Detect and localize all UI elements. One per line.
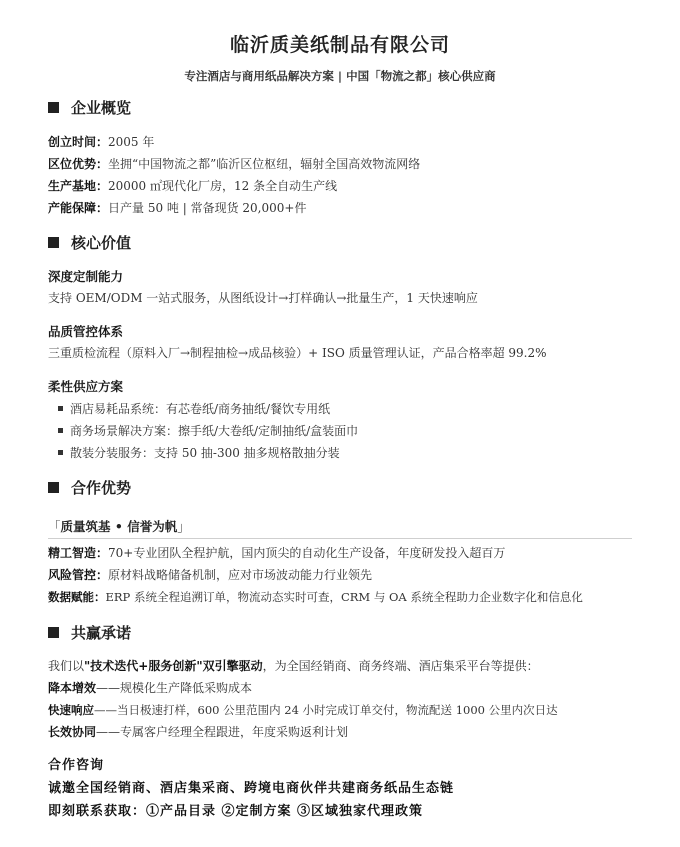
row-label: 降本增效 bbox=[48, 681, 97, 695]
section-heading-overview bbox=[48, 97, 131, 118]
overview-row bbox=[48, 178, 337, 194]
motto-part: 信誉为帆 bbox=[127, 519, 178, 534]
row-value: 2005 年 bbox=[108, 135, 155, 149]
row-value: ERP 系统全程追溯订单，物流动态实时可查，CRM 与 OA 系统全程助力企业数字化和信息化 bbox=[105, 590, 583, 604]
section-title: 企业概览 bbox=[71, 99, 132, 117]
company-title: 临沂质美纸制品有限公司 bbox=[229, 34, 450, 56]
contact-heading: 合作咨询 bbox=[48, 758, 105, 773]
quote-mark: 」 bbox=[177, 519, 190, 534]
bullet-icon bbox=[58, 406, 63, 411]
row-value: ——专属客户经理全程跟进，年度采购返利计划 bbox=[96, 725, 349, 739]
row-label: 精工智造： bbox=[48, 546, 109, 560]
row-value: 20000 ㎡现代化厂房，12 条全自动生产线 bbox=[108, 179, 338, 193]
custom-text: 支持 OEM/ODM 一站式服务，从图纸设计→打样确认→批量生产，1 天快速响应 bbox=[48, 291, 478, 305]
quote-mark: 「 bbox=[48, 519, 61, 534]
list-item bbox=[58, 400, 330, 417]
advantage-row bbox=[48, 589, 583, 605]
section-heading-advantage bbox=[48, 477, 131, 498]
promise-row bbox=[48, 724, 348, 740]
list-item-text: 散装分装服务：支持 50 抽-300 抽多规格散抽分装 bbox=[70, 446, 340, 460]
row-label: 产能保障： bbox=[48, 201, 109, 215]
list-item-text: 酒店易耗品系统：有芯卷纸/商务抽纸/餐饮专用纸 bbox=[70, 402, 331, 416]
list-item bbox=[58, 422, 358, 439]
row-label: 数据赋能： bbox=[48, 590, 106, 604]
section-title: 合作优势 bbox=[71, 479, 132, 497]
advantage-row bbox=[48, 545, 505, 561]
row-value: ——当日极速打样，600 公里范围内 24 小时完成订单交付，物流配送 1000 公里内次日达 bbox=[94, 703, 558, 717]
quality-title: 品质管控体系 bbox=[48, 324, 124, 339]
row-label: 快速响应 bbox=[48, 703, 94, 717]
row-label: 区位优势： bbox=[48, 157, 109, 171]
row-label: 风险管控： bbox=[48, 568, 109, 582]
divider bbox=[48, 538, 632, 539]
intro-text: 我们以 bbox=[48, 659, 85, 673]
promise-row bbox=[48, 702, 558, 718]
advantage-row bbox=[48, 567, 372, 583]
overview-row bbox=[48, 156, 420, 172]
row-value: 70+专业团队全程护航，国内顶尖的自动化生产设备，年度研发投入超百万 bbox=[108, 546, 506, 560]
promise-intro bbox=[48, 658, 539, 674]
row-value: 坐拥“中国物流之都”临沂区位枢纽，辐射全国高效物流网络 bbox=[108, 157, 421, 171]
row-label: 长效协同 bbox=[48, 725, 97, 739]
list-item bbox=[58, 444, 340, 461]
supply-title: 柔性供应方案 bbox=[48, 379, 124, 394]
intro-bold: "技术迭代+服务创新"双引擎驱动 bbox=[84, 659, 263, 673]
row-value: 日产量 50 吨 | 常备现货 20,000+件 bbox=[108, 201, 307, 215]
row-value: ——规模化生产降低采购成本 bbox=[96, 681, 253, 695]
square-bullet-icon bbox=[48, 482, 59, 493]
row-label: 生产基地： bbox=[48, 179, 109, 193]
section-heading-promise bbox=[48, 622, 131, 643]
bullet-icon bbox=[58, 428, 63, 433]
custom-title: 深度定制能力 bbox=[48, 269, 124, 284]
list-item-text: 商务场景解决方案：擦手纸/大卷纸/定制抽纸/盒装面巾 bbox=[70, 424, 359, 438]
contact-cta: 即刻联系获取：①产品目录 ②定制方案 ③区域独家代理政策 bbox=[48, 804, 424, 819]
quality-text: 三重质检流程（原料入厂→制程抽检→成品核验）+ ISO 质量管理认证，产品合格率超 99.2% bbox=[48, 346, 547, 360]
intro-text: ，为全国经销商、商务终端、酒店集采平台等提供： bbox=[262, 659, 539, 673]
overview-row bbox=[48, 134, 154, 150]
square-bullet-icon bbox=[48, 237, 59, 248]
section-title: 核心价值 bbox=[71, 234, 132, 252]
promise-row bbox=[48, 680, 252, 696]
overview-row bbox=[48, 200, 306, 216]
motto-separator: • bbox=[110, 519, 128, 534]
motto-part: 质量筑基 bbox=[60, 519, 111, 534]
square-bullet-icon bbox=[48, 627, 59, 638]
section-heading-core bbox=[48, 232, 131, 253]
square-bullet-icon bbox=[48, 102, 59, 113]
contact-line: 诚邀全国经销商、酒店集采商、跨境电商伙伴共建商务纸品生态链 bbox=[48, 781, 455, 796]
section-title: 共赢承诺 bbox=[71, 624, 132, 642]
motto-quote bbox=[48, 517, 190, 535]
company-subtitle: 专注酒店与商用纸品解决方案 | 中国「物流之都」核心供应商 bbox=[184, 69, 496, 83]
row-value: 原材料战略储备机制，应对市场波动能力行业领先 bbox=[108, 568, 373, 582]
bullet-icon bbox=[58, 450, 63, 455]
row-label: 创立时间： bbox=[48, 135, 109, 149]
